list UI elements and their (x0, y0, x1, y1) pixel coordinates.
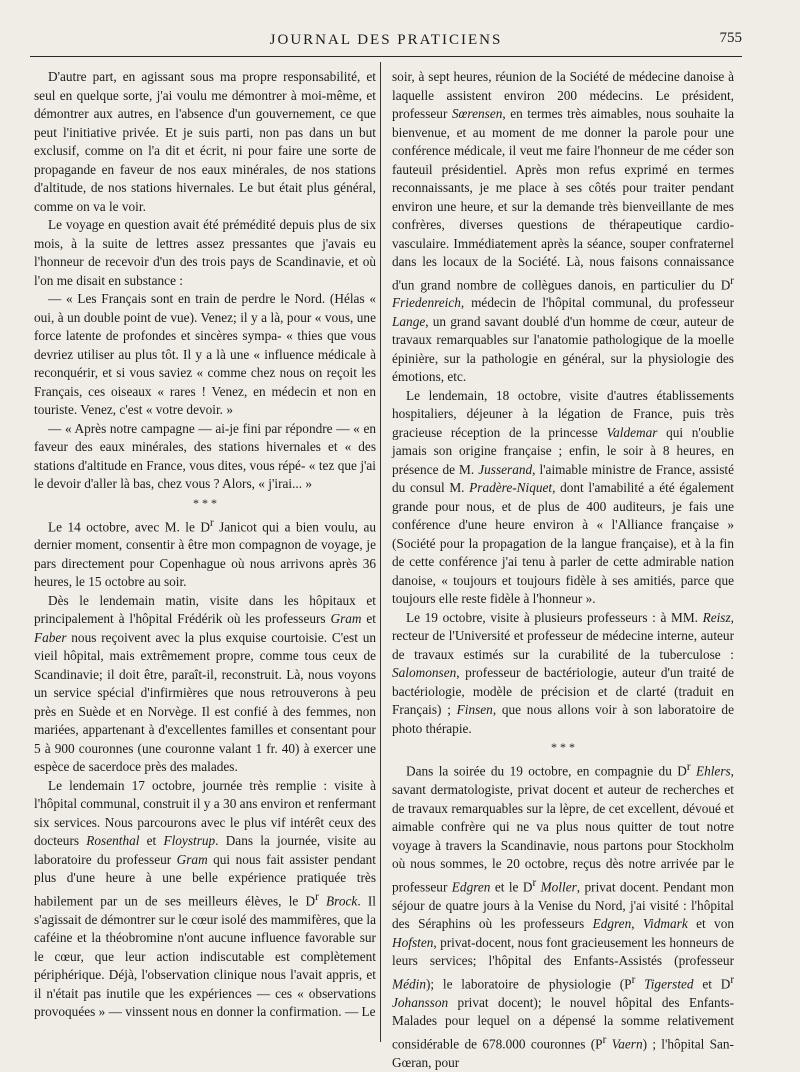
name-sorensen: Sœrensen (451, 106, 503, 121)
text: Le 19 octobre, visite à plusieurs professeurs : à MM. (406, 609, 703, 625)
superscript: r (315, 890, 319, 903)
name-ehlers: Ehlers (695, 763, 731, 779)
superscript: r (631, 973, 636, 986)
text: et (361, 611, 376, 627)
text: , un grand savant doublé d'un homme de cœur, auteur de travaux remarquables sur l'anatomie pathologique de la moelle épinière, sur la pathologie en général, sur la physiologie des émotions, etc. (392, 313, 734, 385)
name-medin: Médin (392, 976, 426, 992)
text: qui n'oublie jamais son origine française ; enfin, le soir à 8 heures, en présence de M. (392, 424, 734, 477)
text: , professeur de bactériologie, auteur d'un traité de bactériologie, modèle de précision et de clarté (traduit en Français) ; (392, 665, 734, 718)
superscript: r (532, 876, 537, 889)
paragraph (34, 514, 376, 592)
name-friedenreich: Friedenreich (392, 295, 461, 311)
text: ) ; l'hôpital San-Gœran, pour (392, 1036, 734, 1070)
name-vaern: Vaern (611, 1036, 643, 1052)
text: , (631, 916, 643, 932)
name-rosenthal: Rosenthal (86, 833, 140, 849)
asterism: * * * (193, 495, 217, 510)
quotation: — « Après notre campagne — ai-je fini par répondre — « en faveur des eaux minérales, des stations hivernales et « des stations d'altitude en France, vous dites, vous répé- « tez que j'ai le devoir d'aller là bas, chez vous ? Alors, « j'irai... » (34, 420, 376, 491)
text: . Il s'agissait de démontrer sur le cœur isolé des mammifères, que la caféine et la théobromine n'ont aucune influence favorable sur le cœur, que leur action indiscutable est complètement périphérique. Déjà, l'observation clinique nous l'avait appris, et il n'était pas inutile que les expériences — ces « observations provoquées » — vinssent nous en donner la confirmation. — Le (34, 893, 376, 1020)
name-jusserand: Jusserand (478, 461, 533, 477)
name-hofsten: Hofsten (392, 934, 434, 950)
paragraph (392, 609, 734, 739)
name-johansson: Johansson (392, 994, 449, 1010)
text: ); le laboratoire de physiologie (P (425, 976, 632, 992)
text: , privat-docent, nous font gracieusement les honneurs de leurs services; l'hôpital des Enfants-Assistés (professeur (392, 934, 734, 969)
text: Le lendemain, 18 octobre, visite d'autres établissements hospitaliers, déjeuner à la légation de France, puis très gracieuse réception de la princesse (392, 387, 734, 440)
superscript: r (730, 274, 734, 287)
text: nous reçoivent avec la plus exquise courtoisie. C'est un vieil hôpital, mais extrêmement propre, comme tous ceux de Scandinavie; il doit être, paraît-il, reconstruit. Là, nous voyons un service spécial d'infirmières que nous retrouverons à peu près en Suède et en Norvège. Il est confié à des femmes, non mariées, appartenant à d'excellentes familles et consentant pour 5 à 900 couronnes (une couronne valant 1 fr. 40) à exercer une espèce de sacerdoce près des malades. (34, 629, 376, 775)
section-separator (392, 740, 734, 755)
text: . Dans la journée, visite au laboratoire du professeur (34, 833, 376, 867)
paragraph: D'autre part, en agissant sous ma propre responsabilité, et seul en quelque sorte, j'ai voulu me démontrer à moi-même, et démontrer aux autres, en l'absence d'un gouvernement, ce que peut l'initiative privée. Et je suis parti, non pas dans un but exclusif, comme on l'a dit et écrit, ni pour faire une sorte de propagande en faveur de nos eaux minérales, de nos stations d'altitude, de nos stations hivernales. Le but était plus général, comme on va le voir. (34, 69, 376, 214)
text: , privat docent. Pendant mon séjour de quatre jours à la Venise du Nord, j'ai visité : l'hôpital des Séraphins où les professeurs (392, 879, 734, 932)
text: , recteur de l'Université et professeur de médecine interne, auteur de travaux estimés sur la curabilité de la tuberculose : (392, 609, 734, 662)
superscript: r (686, 761, 691, 774)
column-divider (380, 62, 381, 1042)
page-header (30, 28, 742, 52)
text: Le lendemain 17 octobre, journée très remplie : visite à l'hôpital communal, construit il y a 30 ans environ et renfermant six services. Nous parcourons avec le plus vif intérêt ceux des docteurs (34, 777, 376, 849)
name-gram: Gram (176, 851, 208, 867)
text: , en termes très aimables, nous souhaite la bienvenue, et au moment de me donner la parole pour une conférence médicale, il veut me faire l'honneur de me céder son fauteuil présidentiel. Après mon refus exprimé en termes reconnaissants, je me place à ses côtés pour traiter pendant environ une heure, et sur la demande très bienveillante de mes confrères, diverses questions de thérapeutique cardio-vasculaire. Immédiatement après la séance, souper confraternel dans les locaux de la Société. Là, nous faisons connaissance d'un grand nombre de collègues danois, en particulier du D (392, 106, 734, 292)
paragraph: Le voyage en question avait été prémédité depuis plus de six mois, à la suite de lettres assez pressantes que j'avais eu l'honneur de recevoir d'un des trois pays de Scandinavie, et où l'on me disait en substance : (34, 217, 376, 288)
running-title: JOURNAL DES PRATICIENS (269, 32, 503, 48)
text: et (139, 833, 164, 849)
asterism: * * * (551, 740, 575, 755)
name-finsen: Finsen (456, 702, 493, 718)
text: soir, à sept heures, réunion de la Société de médecine danoise à laquelle assistent environ 200 médecins. Le président, professeur (392, 69, 734, 121)
text: , l'aimable ministre de France, assisté du consul M. (392, 461, 734, 496)
superscript: r (730, 973, 735, 986)
name-tigersted: Tigersted (644, 976, 694, 992)
text: et D (693, 976, 731, 992)
name-moller: Moller (540, 879, 577, 895)
left-column (34, 68, 376, 1022)
name-floystrup: Floystrup (163, 833, 216, 849)
section-separator (34, 495, 376, 510)
superscript: r (602, 1033, 607, 1046)
name-lange: Lange (392, 313, 426, 329)
text: privat docent); le nouvel hôpital des Enfants-Malades pour lequel on a dépensé la somme relativement considérable de 678.000 couronnes (P (392, 994, 734, 1052)
text: Le 14 octobre, avec M. le D (48, 518, 210, 534)
page-number: 755 (719, 30, 742, 46)
text: , savant dermatologiste, privat docent et auteur de recherches et de travaux remarquables sur la lèpre, de cet excellent, dévoué et aimable confrère qui ne va plus nous quitter de tout notre voyage à travers la Scandinavie, nous partons pour Stockholm où nous sommes, le 20 octobre, reçus dès notre arrivée par le professeur (392, 763, 734, 895)
text: , dont l'amabilité a été également grande pour nous, et de plus de 400 auditeurs, je fais une conférence d'une heure environ à « l'Alliance française » (Société pour la propagation de la langue française), et à la fin de cette conférence j'ai tenu à parler de cette admirable nation danoise, « toujours et toujours fidèle à ses amitiés, parce que toujours elle reste fidèle à l'honneur ». (392, 480, 734, 607)
right-column (392, 68, 734, 1072)
text: et le D (490, 879, 533, 895)
name-vidmark: Vidmark (642, 916, 688, 932)
paragraph (392, 758, 734, 1072)
name-edgren: Edgren (451, 879, 491, 895)
superscript: r (209, 516, 214, 529)
paragraph (392, 387, 734, 609)
name-edgren: Edgren (592, 916, 632, 932)
paragraph (392, 68, 734, 387)
text: Dès le lendemain matin, visite dans les hôpitaux et principalement à l'hôpital Frédérik où les professeurs (34, 592, 376, 627)
name-valdemar: Valdemar (606, 424, 658, 440)
text: , que nous allons voir à son laboratoire de photo thérapie. (392, 702, 734, 736)
paragraph (34, 777, 376, 1022)
text: Janicot qui a bien voulu, au dernier moment, consentir à être mon compagnon de voyage, je pars directement pour Copenhague où nous arrivons après 36 heures, le 15 octobre au soir. (34, 518, 376, 590)
name-gram: Gram (330, 611, 362, 627)
paragraph (34, 592, 376, 777)
name-brock: Brock (326, 893, 358, 909)
text: et von (687, 916, 734, 932)
text: , médecin de l'hôpital communal, du professeur (460, 295, 734, 311)
name-faber: Faber (34, 629, 67, 645)
text: Dans la soirée du 19 octobre, en compagnie du D (406, 763, 687, 779)
header-rule (30, 56, 742, 57)
name-salomonsen: Salomonsen (392, 665, 457, 681)
quotation: — « Les Français sont en train de perdre le Nord. (Hélas « oui, à un double point de vue). Venez; il y a là, pour « vous, une force latente de profondes et sincères sympa- « thies que vous devriez utiliser au plus tôt. Il y a là une « influence médicale à reconquérir, et si vous saviez « comme chez nous on reçoit les Français, ces oiseaux « rares ! Venez, en médecin et non en touriste. Venez, c'est « votre devoir. » (34, 291, 376, 417)
name-pradere: Pradère-Niquet (469, 480, 553, 496)
text: qui nous fait assister pendant plus d'une heure à une belle expérience pratiquée très habilement par un de ses meilleurs élèves, le D (34, 851, 377, 909)
name-reisz: Reisz (702, 609, 731, 625)
